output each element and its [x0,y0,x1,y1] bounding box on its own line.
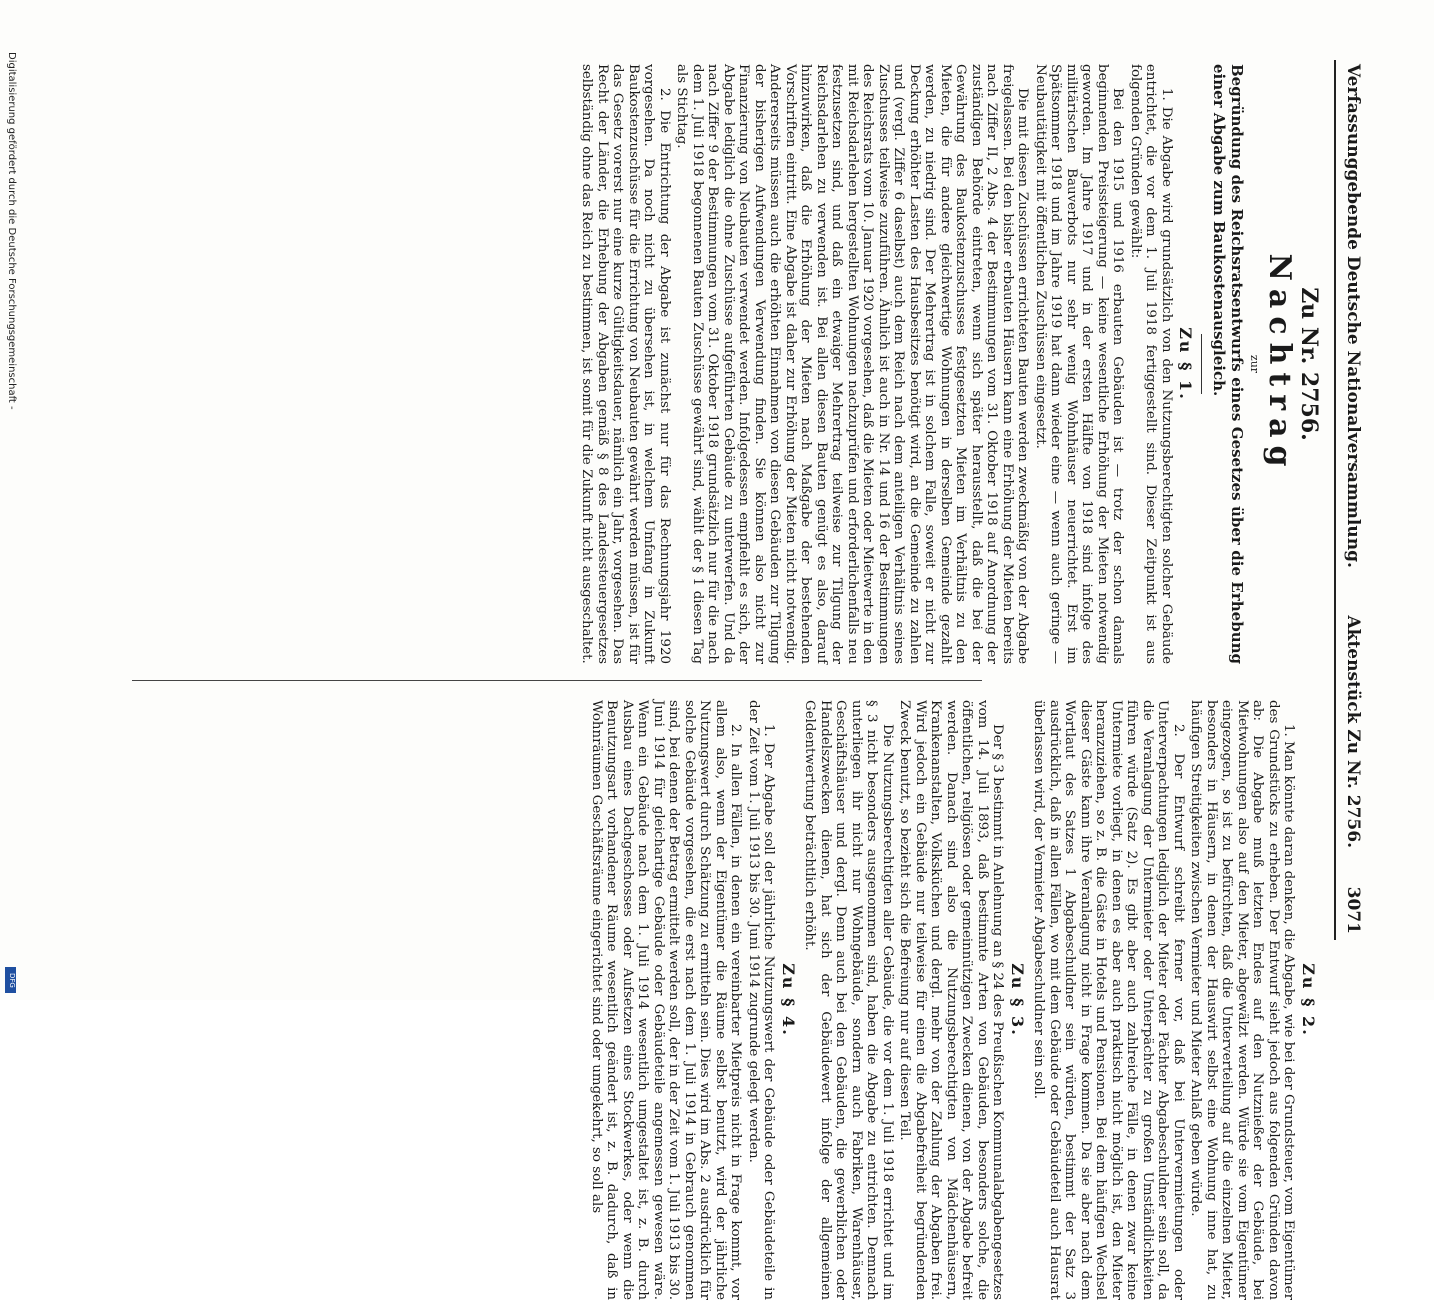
section-4-paragraph: 2. In allen Fällen, in denen ein vereinbarter Mietpreis nicht in Frage kommt, vor allem also, wenn der Eigentümer die Räume selbst benutzt, wird der jährliche Nutzungswert durch Schätzung zu ermitteln sein. Dies wird im Abs. 2 ausdrücklich für solche Gebäude vorgesehen, die erst nach dem 1. Juli 1914 in Gebrauch genommen sind, bei denen der Betrag ermittelt werden soll, der in der Zeit vom 1. Juli 1913 bis 30. Juni 1914 für gleichartige Gebäude oder Gebäudeteile angemessen gewesen wäre. Wenn ein Gebäude nach dem 1. Juli 1914 wesentlich umgestaltet ist, z. B. durch Ausbau eines Dachgeschosses oder Aufsetzen eines Stockwerkes, oder wenn die Benutzungsart vorhandener Räume wesentlich geändert ist, z. B. dadurch, daß in Wohnräumen Geschäftsräume eingerichtet sind oder umgekehrt, so soll als [589,700,744,1300]
doc-title: Begründung des Reichsratsentwurfs eines Gesetzes über die Erhebung einer Abgabe zum Baukostenausgleich. [1210,64,1247,664]
section-heading-1: Zu § 1. [1176,327,1196,401]
title-rule [1202,334,1203,394]
section-1-paragraph: Die mit diesen Zuschüssen errichteten Bauten werden zweckmäßig von der Abgabe freigelassen. Bei den bisher erbauten Häusern kann eine Erhöhung der Mieten bereits nach Ziffer II, 2 Abs. 4 der Bestimmungen vom 31. Oktober 1918 auf Anordnung der zuständigen Behörde eintreten, wenn sich später herausstellt, daß die bei der Gewährung des Baukostenzuschusses festgesetzten Mieten im Verhältnis zu den Mieten, die für andere gleichwertige Wohnungen in derselben Gemeinde gezahlt werden, zu niedrig sind. Der Mehrertrag ist in solchem Falle, soweit er nicht zur Deckung erhöhter Lasten des Hausbesitzes benötigt wird, an die Gemeinde zu zahlen und (vergl. Ziffer 6 daselbst) auch dem Reich nach dem anteiligen Verhältnis seines Zuschusses teilweise zuzuführen. Ähnlich ist auch in Nr. 14 und 16 der Bestimmungen des Reichsrats vom 10. Januar 1920 vorgesehen, daß die Mieten oder Mietwerte in den mit Reichsdarlehen hergestellten Wohnungen nachzuprüfen und erforderlichenfalls neu festzusetzen sind, und daß ein etwaiger Mehrertrag teilweise zur Tilgung der Reichsdarlehen zu verwenden ist. Bei allen diesen Bauten genügt es also, darauf hinzuwirken, daß die Erhöhung der Mieten nach Maßgabe der bestehenden Vorschriften eintritt. Eine Abgabe ist daher zur Erhöhung der Mieten nicht notwendig. Andererseits müssen auch die erhöhten Einnahmen von diesen Gebäuden zur Tilgung der bisherigen Aufwendungen Verwendung finden. Sie können also nicht zur Finanzierung von Neubauten verwendet werden. Infolgedessen empfiehlt es sich, der Abgabe lediglich die ohne Zuschüsse aufgeführten Gebäude zu unterwerfen. Und da nach Ziffer 9 der Bestimmungen vom 31. Oktober 1918 grundsätzlich nur für die nach dem 1. Juli 1918 begonnenen Bauten Zuschüsse gewährt sind, wählt der § 1 diesen Tag als Stichtag. [674,64,1031,664]
section-4-paragraph: 1. Der Abgabe soll der jährliche Nutzungswert der Gebäude oder Gebäudeteile in der Zeit vom 1. Juli 1913 bis 30. Juni 1914 zugrunde gelegt werden. [746,700,777,1300]
section-3-paragraph: Der § 3 bestimmt in Anlehnung an § 24 des Preußischen Kommunalabgabengesetzes vom 14. Juli 1893, daß bestimmte Arten von Gebäuden, besonders solche, die öffentlichen, religiösen oder gemeinnützigen Zwecken dienen, von der Abgabe befreit werden. Danach sind also die Nutzungsberechtigten von Mädchenhäusern, Krankenanstalten, Volksküchen und dergl. mehr von der Zahlung der Abgaben frei. Wird jedoch ein Gebäude nur teilweise für einen die Abgabefreiheit begründenden Zweck benutzt, so bezieht sich die Befreiung nur auf diesen Teil. [897,700,1006,1300]
section-heading-2: Zu § 2. [1299,963,1318,1037]
digitization-stamp [4,52,18,997]
section-1-paragraph: 2. Die Entrichtung der Abgabe ist zunächst nur für das Rechnungsjahr 1920 vorgesehen. Da noch nicht zu übersehen ist, in welchem Umfang in Zukunft Baukostenzuschüsse für die Errichtung von Neubauten gewährt werden müssen, ist für das Gesetz vorerst nur eine kurze Gültigkeitsdauer, nämlich ein Jahr, vorgesehen. Das Recht der Länder, die Erhebung der Abgaben gemäß § 8 des Landessteuergesetzes selbständig ohne das Reich zu bestimmen, ist somit für die Zukunft nicht ausgeschaltet. [579,64,672,664]
section-heading-4: Zu § 4. [779,963,798,1037]
page-header [1334,60,1362,940]
doc-nachtrag: Nachtrag [1262,253,1297,475]
doc-zur: zur [1248,354,1261,374]
right-column [587,700,1323,1300]
section-2-paragraph: 2. Der Entwurf schreibt ferner vor, daß bei Untervermietungen oder Unterverpachtungen lediglich der Mieter oder Pächter Abgabeschuldner sein soll, da die Veranlagung der Untermieter oder Unterpächter zu großen Umständlichkeiten führen würde (Satz 2). Es gibt aber auch zahlreiche Fälle, in denen zwar keine Untermiete vorliegt, in denen es aber auch praktisch nicht möglich ist, den Mieter heranzuziehen, so z. B. die Gäste in Hotels und Pensionen. Bei dem häufigen Wechsel dieser Gäste kann ihre Veranlagung nicht in Frage kommen. Da sie aber nach dem Wortlaut des Satzes 1 Abgabeschuldner sein würden, bestimmt der Satz 3 ausdrücklich, daß in allen Fällen, wo mit dem Gebäude oder Gebäudeteil auch Hausrat überlassen wird, der Vermieter Abgabeschuldner sein soll. [1031,700,1186,1300]
section-1-paragraph: 1. Die Abgabe wird grundsätzlich von den Nutzungsberechtigten solcher Gebäude entrichtet, die vor dem 1. Juli 1918 fertiggestellt sind. Dieser Zeitpunkt ist aus folgenden Gründen gewählt: [1128,64,1174,664]
dfg-logo: DFG [5,967,16,993]
section-heading-3: Zu § 3. [1008,963,1027,1037]
doc-number: Zu Nr. 2756. [1296,287,1322,441]
section-3-paragraph: Die Nutzungsberechtigten aller Gebäude, die vor dem 1. Juli 1918 errichtet und im § 3 nicht besonders ausgenommen sind, haben die Abgabe zu entrichten. Demnach unterliegen ihr nicht nur Wohngebäude, sondern auch Fabriken, Warenhäuser, Geschäftshäuser und dergl. Denn auch bei den Gebäuden, die gewerblichen oder Handelszwecken dienen, hat sich der Gebäudewert infolge der allgemeinen Geldentwertung beträchtlich erhöht. [802,700,895,1300]
page-number: 3071 [1343,886,1363,934]
header-reference: Aktenstück Zu Nr. 2756. [1343,615,1363,848]
left-column [577,64,1322,664]
column-divider [132,680,982,681]
header-title: Verfassunggebende Deutsche Nationalversammlung. [1343,64,1363,568]
section-2-paragraph: 1. Man könnte daran denken, die Abgabe, wie bei der Grundsteuer, vom Eigentümer des Grundstücks zu erheben. Der Entwurf sieht jedoch aus folgenden Gründen davon ab: Die Abgabe muß letzten Endes auf den Nutznießer der Gebäude, bei Mietwohnungen also auf den Mieter, abgewälzt werden. Würde sie vom Eigentümer eingezogen, so ist zu befürchten, daß die Unterverteilung auf die einzelnen Mieter, besonders in Häusern, in denen der Hauswirt selbst eine Wohnung inne hat, zu häufigen Streitigkeiten zwischen Vermieter und Mieter Anlaß geben würde. [1188,700,1297,1300]
rotated-document [112,60,1363,1300]
section-1-paragraph: Bei den 1915 und 1916 erbauten Gebäuden ist — trotz der schon damals beginnenden Preissteigerung — keine wesentliche Erhöhung der Mieten notwendig geworden. Im Jahre 1917 und in der ersten Hälfte von 1918 sind infolge des militärischen Bauverbots nur sehr wenig Wohnhäuser neuerrichtet. Erst im Spätsommer 1918 und im Jahre 1919 hat dann wieder eine — wenn auch geringe — Neubautätigkeit mit öffentlichen Zuschüssen eingesetzt. [1033,64,1126,664]
stamp-text: Digitalisierung gefördert durch die Deutsche Forschungsgemeinschaft - [6,52,17,410]
